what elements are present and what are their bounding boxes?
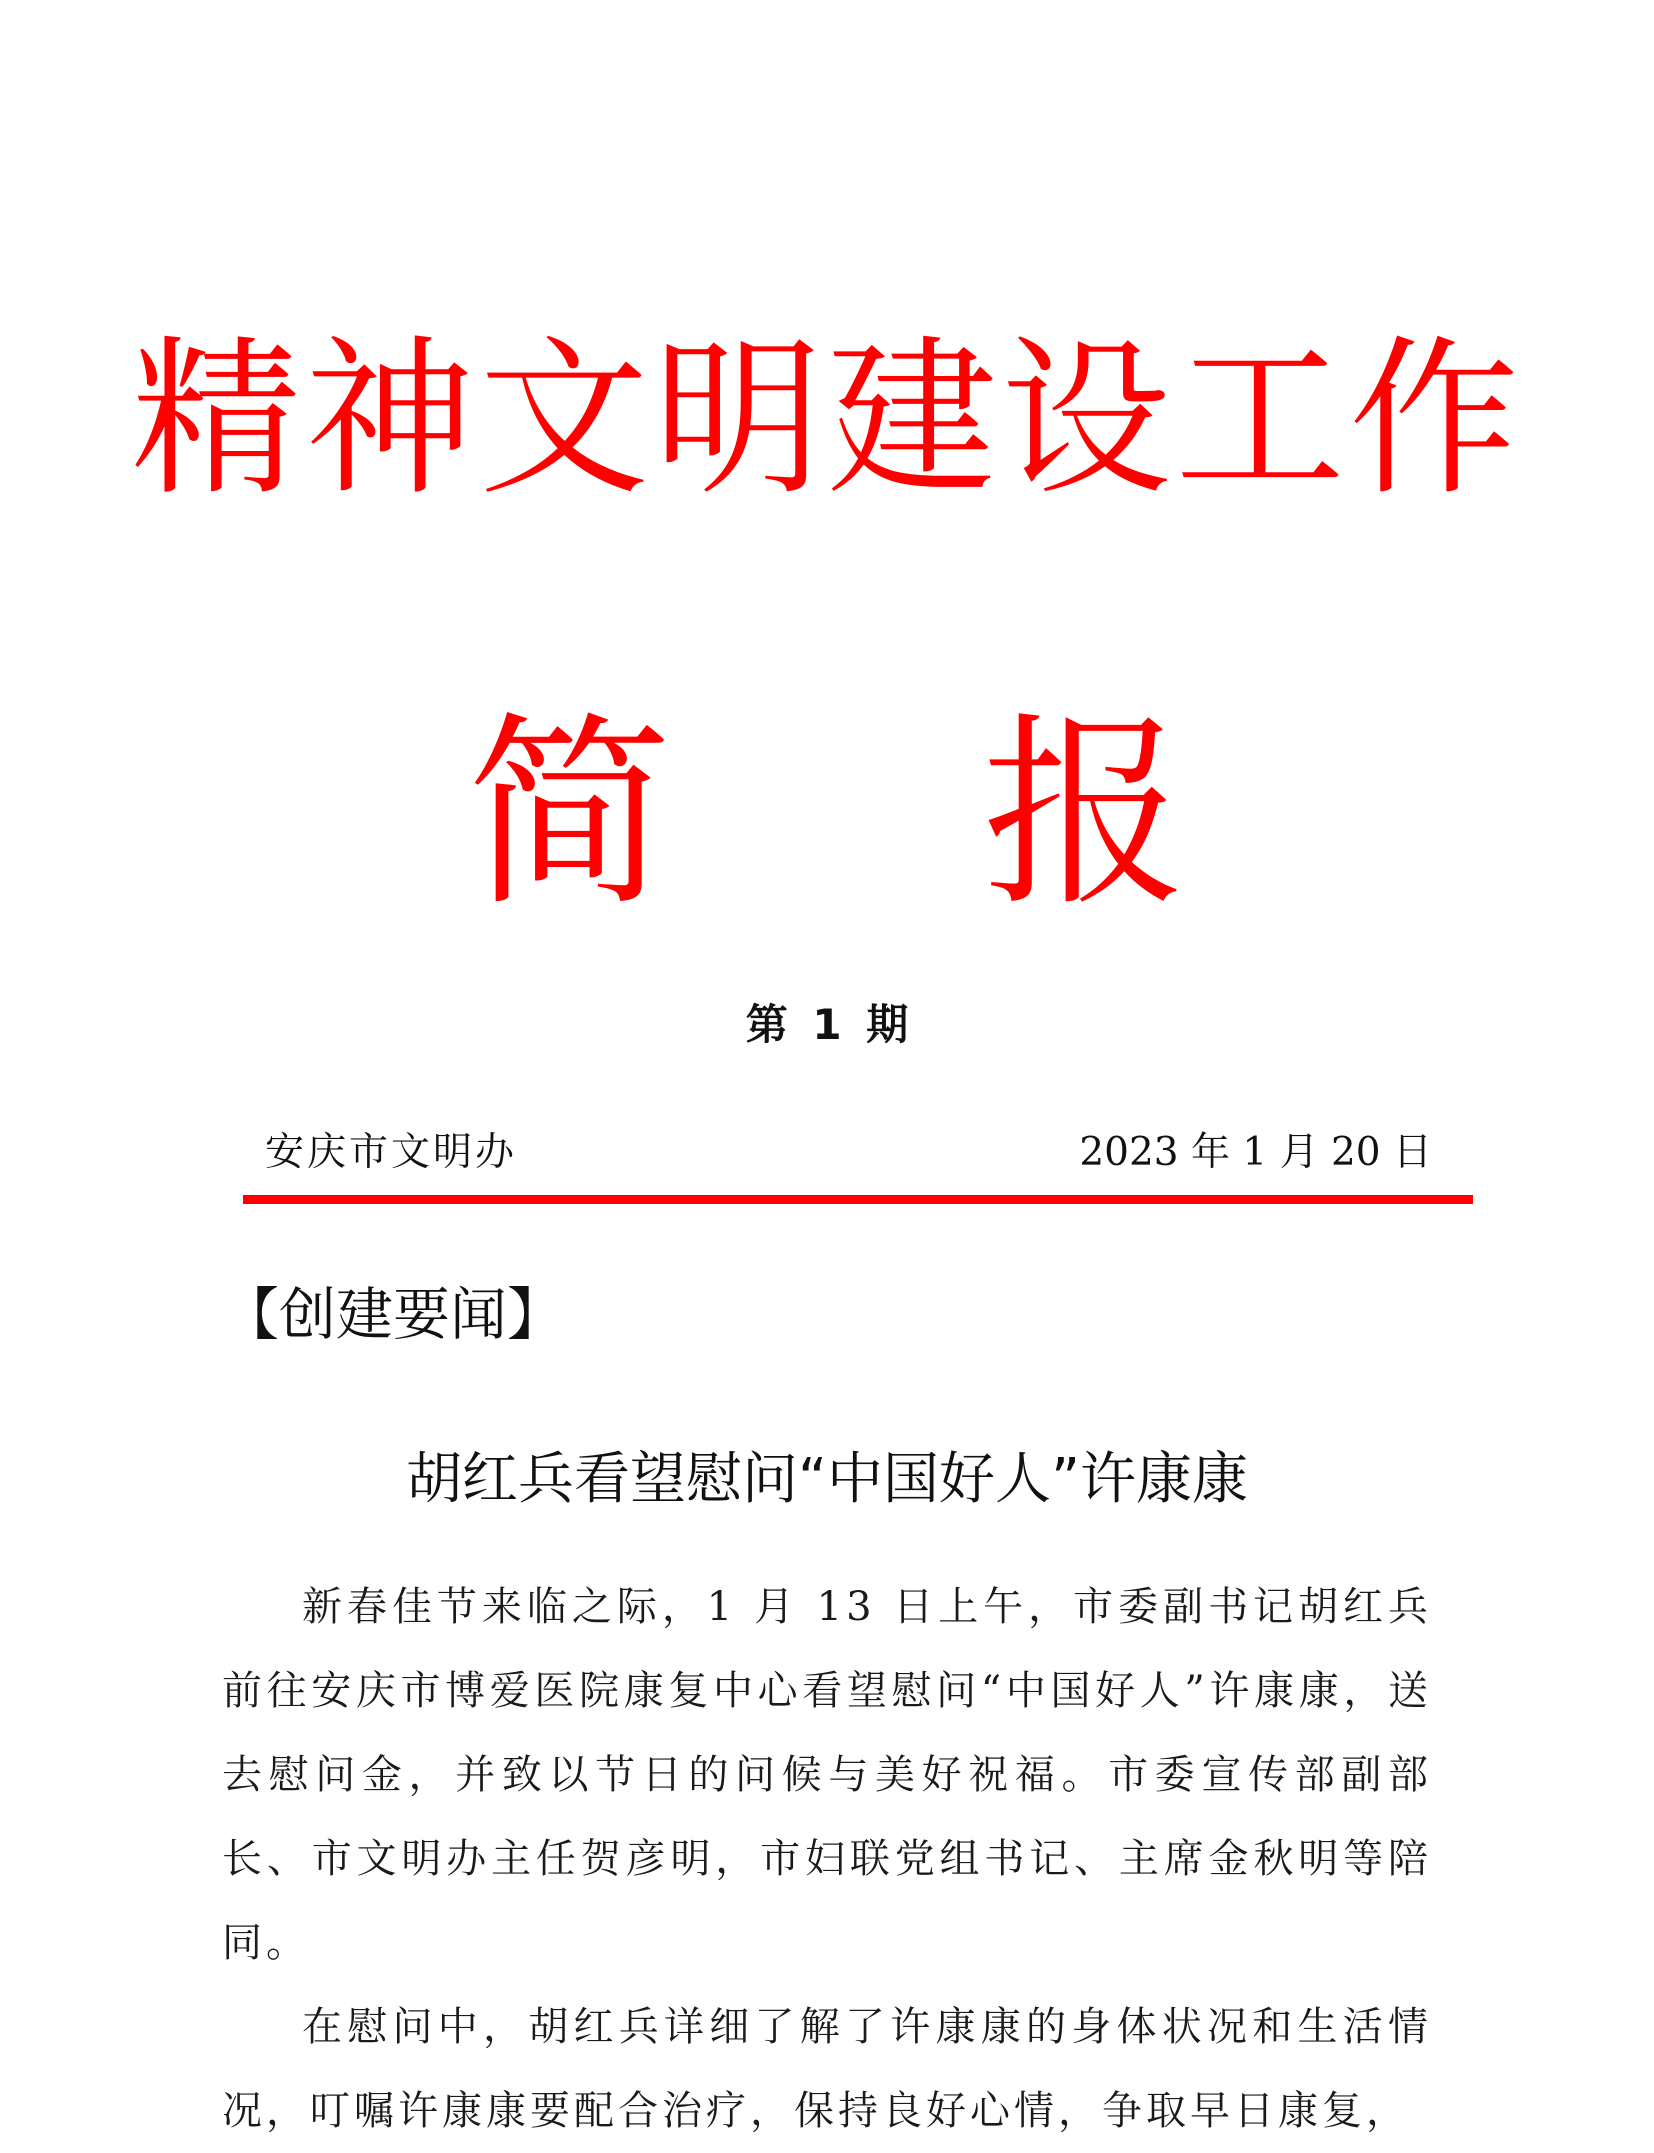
article-title: 胡红兵看望慰问“中国好人”许康康 xyxy=(405,1447,1249,1512)
masthead-title: 精神文明建设工作 xyxy=(130,321,1523,519)
red-divider-rule xyxy=(243,1195,1473,1204)
article-body xyxy=(222,1565,1432,2153)
issue-date: 2023 年 1 月 20 日 xyxy=(1079,1130,1432,1175)
masthead-subtitle-left: 简 xyxy=(467,696,672,934)
masthead-subtitle xyxy=(0,696,1654,934)
article-paragraph: 新春佳节来临之际，1 月 13 日上午，市委副书记胡红兵前往安庆市博爱医院康复中心看望慰问“中国好人”许康康，送去慰问金，并致以节日的问候与美好祝福。市委宣传部副部长、市文明办主任贺彦明，市妇联党组书记、主席金秋明等陪同。 xyxy=(222,1584,1432,1966)
section-heading: 【创建要闻】 xyxy=(222,1282,564,1348)
masthead-subtitle-right: 报 xyxy=(982,696,1187,934)
issuer-name: 安庆市文明办 xyxy=(265,1130,518,1175)
issue-number: 第 1 期 xyxy=(745,1000,909,1049)
article-paragraph: 在慰问中，胡红兵详细了解了许康康的身体状况和生活情况，叮嘱许康康要配合治疗，保持良好心情，争取早日康复， xyxy=(222,2004,1432,2134)
